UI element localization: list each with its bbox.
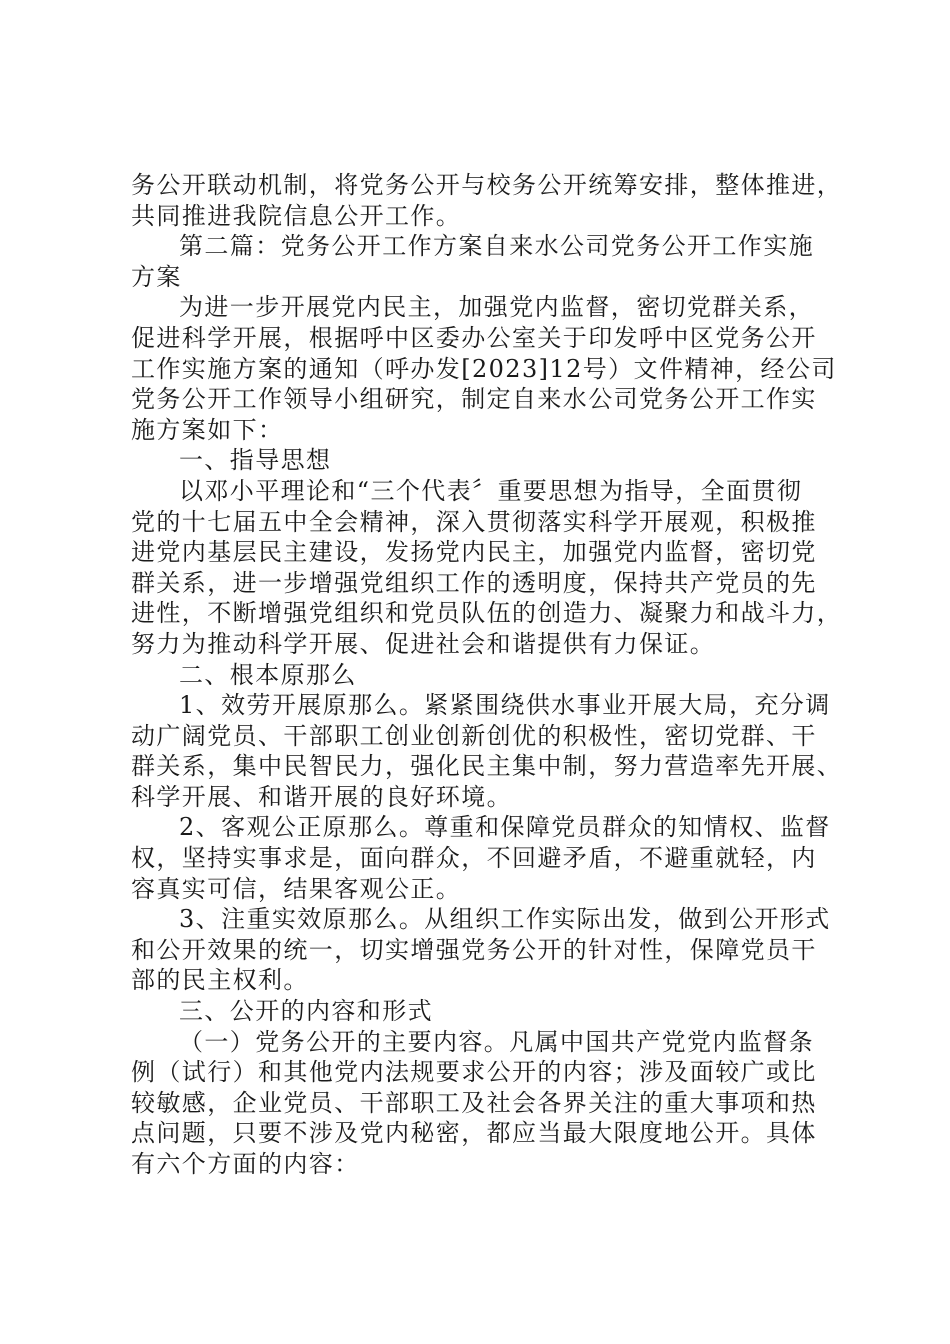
text-line: 三、公开的内容和形式 <box>179 997 433 1026</box>
document-body <box>131 170 843 1180</box>
text-line: 务公开联动机制，将党务公开与校务公开统筹安排，整体推进， <box>131 171 843 199</box>
text-line: 第二篇：党务公开工作方案自来水公司党务公开工作实施 <box>179 232 814 261</box>
text-line: 促进科学开展，根据呼中区委办公室关于印发呼中区党务公开 <box>131 323 817 352</box>
text-line: 进性，不断增强党组织和党员队伍的创造力、凝聚力和战斗力， <box>131 599 843 628</box>
paragraph <box>131 231 831 292</box>
text-line: 群关系，集中民智民力，强化民主集中制，努力营造率先开展、 <box>131 752 843 781</box>
text-line: 权，坚持实事求是，面向群众，不回避矛盾，不避重就轻，内 <box>131 844 817 873</box>
paragraph <box>131 690 843 812</box>
text-line: 有六个方面的内容： <box>131 1150 360 1178</box>
paragraph <box>131 292 837 445</box>
paragraph <box>131 476 843 660</box>
text-line: 群关系，进一步增强党组织工作的透明度，保持共产党员的先 <box>131 568 817 597</box>
text-line: 部的民主权利。 <box>131 966 309 995</box>
text-line: 以邓小平理论和“三个代表〞重要思想为指导，全面贯彻 <box>179 476 803 505</box>
text-line: 共同推进我院信息公开工作。 <box>131 201 462 230</box>
text-line: 工作实施方案的通知（呼办发[2023]12号）文件精神，经公司 <box>131 354 837 383</box>
text-line: 努力为推动科学开展、促进社会和谐提供有力保证。 <box>131 629 716 658</box>
text-line: 方案 <box>131 262 182 291</box>
text-line: 2、客观公正原那么。尊重和保障党员群众的知情权、监督 <box>179 813 831 842</box>
paragraph <box>131 170 843 231</box>
text-line: 1、效劳开展原那么。紧紧围绕供水事业开展大局，充分调 <box>179 691 831 720</box>
text-line: 动广阔党员、干部职工创业创新创优的积极性，密切党群、干 <box>131 721 817 750</box>
paragraph <box>131 812 831 904</box>
text-line: 为进一步开展党内民主，加强党内监督，密切党群关系， <box>179 293 814 322</box>
text-line: 党的十七届五中全会精神，深入贯彻落实科学开展观，积极推 <box>131 507 817 536</box>
text-line: 3、注重实效原那么。从组织工作实际出发，做到公开形式 <box>179 905 831 934</box>
text-line: 二、根本原那么 <box>179 660 357 689</box>
text-line: 较敏感，企业党员、干部职工及社会各界关注的重大事项和热 <box>131 1088 817 1117</box>
text-line: 党务公开工作领导小组研究，制定自来水公司党务公开工作实 <box>131 385 817 414</box>
paragraph <box>131 1027 831 1180</box>
paragraph <box>131 996 831 1027</box>
text-line: 一、指导思想 <box>179 446 332 475</box>
text-line: 科学开展、和谐开展的良好环境。 <box>131 782 512 811</box>
text-line: （一）党务公开的主要内容。凡属中国共产党党内监督条 <box>179 1027 814 1056</box>
text-line: 点问题，只要不涉及党内秘密，都应当最大限度地公开。具体 <box>131 1119 817 1148</box>
text-line: 进党内基层民主建设，发扬党内民主，加强党内监督，密切党 <box>131 538 817 567</box>
text-line: 例（试行）和其他党内法规要求公开的内容；涉及面较广或比 <box>131 1058 817 1087</box>
paragraph <box>131 660 831 691</box>
text-line: 施方案如下： <box>131 415 284 444</box>
text-line: 容真实可信，结果客观公正。 <box>131 874 462 903</box>
paragraph <box>131 445 831 476</box>
text-line: 和公开效果的统一，切实增强党务公开的针对性，保障党员干 <box>131 935 817 964</box>
paragraph <box>131 904 831 996</box>
